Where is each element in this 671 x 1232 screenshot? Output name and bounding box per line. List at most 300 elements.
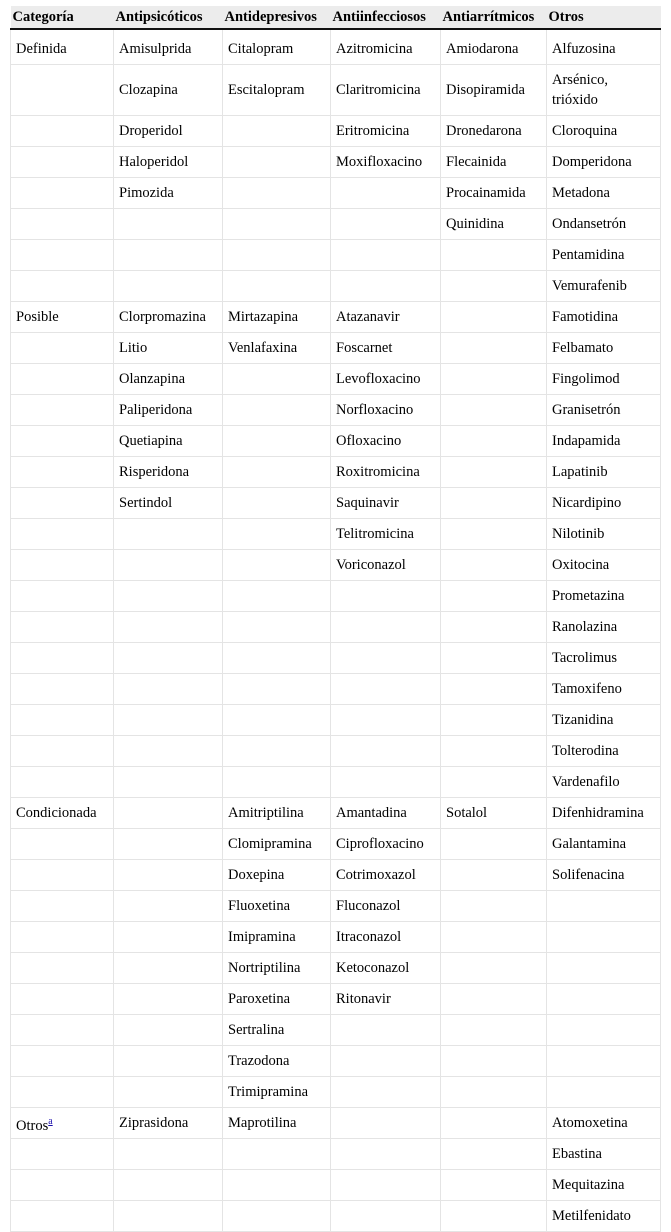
cell-otros xyxy=(547,1139,661,1170)
cell-antiinfecciosos xyxy=(331,891,441,922)
cell-text: Disopiramida xyxy=(446,82,525,98)
cell-categoria xyxy=(11,488,114,519)
cell-antipsicoticos xyxy=(114,302,223,333)
cell-antiarritmicos xyxy=(441,860,547,891)
cell-text: Fluoxetina xyxy=(228,898,291,914)
cell-antipsicoticos xyxy=(114,364,223,395)
cell-otros xyxy=(547,116,661,147)
cell-antiarritmicos xyxy=(441,209,547,240)
cell-otros xyxy=(547,395,661,426)
cell-antiinfecciosos xyxy=(331,953,441,984)
table-row xyxy=(11,1139,661,1170)
cell-otros xyxy=(547,643,661,674)
cell-antipsicoticos xyxy=(114,767,223,798)
cell-categoria xyxy=(11,395,114,426)
cell-antipsicoticos xyxy=(114,65,223,116)
cell-otros xyxy=(547,953,661,984)
cell-antidepresivos xyxy=(223,178,331,209)
cell-antidepresivos xyxy=(223,1201,331,1232)
drug-classification-table xyxy=(10,6,661,1232)
table-row xyxy=(11,519,661,550)
cell-antiinfecciosos xyxy=(331,798,441,829)
header-row xyxy=(11,6,661,29)
cell-text: Voriconazol xyxy=(336,557,406,573)
cell-antiinfecciosos xyxy=(331,550,441,581)
cell-text: Lapatinib xyxy=(552,464,608,480)
cell-text: Venlafaxina xyxy=(228,340,298,356)
cell-categoria xyxy=(11,891,114,922)
cell-categoria xyxy=(11,65,114,116)
cell-antidepresivos xyxy=(223,1077,331,1108)
cell-antiarritmicos xyxy=(441,364,547,395)
cell-antiarritmicos xyxy=(441,581,547,612)
table-row xyxy=(11,395,661,426)
cell-antiarritmicos xyxy=(441,1170,547,1201)
cell-antiinfecciosos xyxy=(331,1015,441,1046)
cell-antiarritmicos xyxy=(441,984,547,1015)
cell-antiinfecciosos xyxy=(331,1108,441,1139)
cell-text: Mirtazapina xyxy=(228,309,299,325)
cell-text: Eritromicina xyxy=(336,123,410,139)
cell-text: Maprotilina xyxy=(228,1115,297,1131)
cell-text: Ketoconazol xyxy=(336,960,410,976)
cell-antiarritmicos xyxy=(441,65,547,116)
cell-text: Sotalol xyxy=(446,805,488,821)
cell-text: Ranolazina xyxy=(552,619,618,635)
table-row xyxy=(11,209,661,240)
cell-antipsicoticos xyxy=(114,922,223,953)
cell-text: Ritonavir xyxy=(336,991,391,1007)
cell-text: Sertralina xyxy=(228,1022,285,1038)
cell-text: Ofloxacino xyxy=(336,433,402,449)
cell-categoria xyxy=(11,1046,114,1077)
cell-categoria xyxy=(11,798,114,829)
cell-text: Pentamidina xyxy=(552,247,625,263)
cell-text: Tacrolimus xyxy=(552,650,618,666)
cell-antidepresivos xyxy=(223,860,331,891)
cell-otros xyxy=(547,798,661,829)
cell-antiarritmicos xyxy=(441,178,547,209)
cell-otros xyxy=(547,426,661,457)
cell-otros xyxy=(547,488,661,519)
cell-antidepresivos xyxy=(223,550,331,581)
cell-antiarritmicos xyxy=(441,426,547,457)
cell-otros xyxy=(547,147,661,178)
cell-text: Nortriptilina xyxy=(228,960,301,976)
cell-antiarritmicos xyxy=(441,767,547,798)
cell-antiarritmicos xyxy=(441,922,547,953)
cell-otros xyxy=(547,29,661,65)
cell-text: Trimipramina xyxy=(228,1084,309,1100)
cell-antiinfecciosos xyxy=(331,705,441,736)
cell-categoria xyxy=(11,426,114,457)
cell-antidepresivos xyxy=(223,891,331,922)
cell-antiinfecciosos xyxy=(331,364,441,395)
cell-text: Ebastina xyxy=(552,1146,602,1162)
cell-antiinfecciosos xyxy=(331,426,441,457)
header-categoria: Categoría xyxy=(11,6,114,29)
cell-text: Arsénico, trióxido xyxy=(552,72,608,108)
cell-antiarritmicos xyxy=(441,29,547,65)
cell-otros xyxy=(547,333,661,364)
cell-antiinfecciosos xyxy=(331,581,441,612)
cell-antidepresivos xyxy=(223,209,331,240)
cell-otros xyxy=(547,674,661,705)
cell-text: Vemurafenib xyxy=(552,278,627,294)
cell-categoria xyxy=(11,29,114,65)
table-row xyxy=(11,984,661,1015)
cell-text: Claritromicina xyxy=(336,82,421,98)
cell-antiarritmicos xyxy=(441,1046,547,1077)
header-antiarritmicos: Antiarrítmicos xyxy=(441,6,547,29)
cell-antidepresivos xyxy=(223,829,331,860)
cell-categoria xyxy=(11,364,114,395)
cell-antiinfecciosos xyxy=(331,860,441,891)
cell-antidepresivos xyxy=(223,116,331,147)
cell-antipsicoticos xyxy=(114,984,223,1015)
cell-categoria xyxy=(11,643,114,674)
cell-antiinfecciosos xyxy=(331,984,441,1015)
cell-text: Paliperidona xyxy=(119,402,193,418)
cell-categoria xyxy=(11,922,114,953)
cell-otros xyxy=(547,209,661,240)
cell-text: Levofloxacino xyxy=(336,371,421,387)
cell-text: Indapamida xyxy=(552,433,621,449)
cell-antiarritmicos xyxy=(441,612,547,643)
cell-text: Trazodona xyxy=(228,1053,290,1069)
table-row xyxy=(11,643,661,674)
cell-antipsicoticos xyxy=(114,209,223,240)
cell-antiinfecciosos xyxy=(331,116,441,147)
cell-categoria xyxy=(11,302,114,333)
cell-text: Cotrimoxazol xyxy=(336,867,416,883)
cell-text: Tizanidina xyxy=(552,712,614,728)
table-row xyxy=(11,705,661,736)
cell-antiinfecciosos xyxy=(331,1139,441,1170)
cell-antidepresivos xyxy=(223,1139,331,1170)
table-row xyxy=(11,891,661,922)
cell-otros xyxy=(547,240,661,271)
cell-categoria xyxy=(11,736,114,767)
cell-antidepresivos xyxy=(223,798,331,829)
cell-antipsicoticos xyxy=(114,829,223,860)
cell-antiarritmicos xyxy=(441,829,547,860)
cell-antiinfecciosos xyxy=(331,767,441,798)
cell-otros xyxy=(547,1170,661,1201)
cell-antiinfecciosos xyxy=(331,1201,441,1232)
cell-categoria xyxy=(11,984,114,1015)
header-antidepresivos: Antidepresivos xyxy=(223,6,331,29)
cell-categoria xyxy=(11,1170,114,1201)
cell-antidepresivos xyxy=(223,612,331,643)
cell-antipsicoticos xyxy=(114,674,223,705)
cell-antiarritmicos xyxy=(441,333,547,364)
cell-antipsicoticos xyxy=(114,395,223,426)
table-row xyxy=(11,364,661,395)
table-row xyxy=(11,1201,661,1232)
cell-antiinfecciosos xyxy=(331,1046,441,1077)
cell-text: Condicionada xyxy=(16,805,97,821)
cell-text: Felbamato xyxy=(552,340,614,356)
cell-antidepresivos xyxy=(223,457,331,488)
cell-antiinfecciosos xyxy=(331,271,441,302)
cell-antiarritmicos xyxy=(441,798,547,829)
cell-otros xyxy=(547,1077,661,1108)
cell-text: Mequitazina xyxy=(552,1177,625,1193)
cell-antiarritmicos xyxy=(441,674,547,705)
cell-categoria xyxy=(11,457,114,488)
cell-antidepresivos xyxy=(223,240,331,271)
cell-text: Clomipramina xyxy=(228,836,312,852)
cell-otros xyxy=(547,1046,661,1077)
cell-text: Definida xyxy=(16,41,67,57)
table-row xyxy=(11,1015,661,1046)
cell-otros xyxy=(547,519,661,550)
table-row xyxy=(11,29,661,65)
table-row xyxy=(11,178,661,209)
table-row xyxy=(11,829,661,860)
cell-antidepresivos xyxy=(223,426,331,457)
cell-antidepresivos xyxy=(223,581,331,612)
table-row xyxy=(11,860,661,891)
cell-text: Droperidol xyxy=(119,123,183,139)
cell-antipsicoticos xyxy=(114,953,223,984)
cell-categoria xyxy=(11,1201,114,1232)
cell-categoria xyxy=(11,829,114,860)
cell-categoria xyxy=(11,1139,114,1170)
cell-text: Amantadina xyxy=(336,805,407,821)
cell-antidepresivos xyxy=(223,147,331,178)
cell-antipsicoticos xyxy=(114,643,223,674)
cell-text: Ondansetrón xyxy=(552,216,627,232)
cell-otros xyxy=(547,1015,661,1046)
cell-antiarritmicos xyxy=(441,1015,547,1046)
cell-antiarritmicos xyxy=(441,395,547,426)
cell-text: Telitromicina xyxy=(336,526,414,542)
table-row xyxy=(11,302,661,333)
cell-antipsicoticos xyxy=(114,519,223,550)
cell-text: Nilotinib xyxy=(552,526,605,542)
cell-text: Alfuzosina xyxy=(552,41,616,57)
cell-antipsicoticos xyxy=(114,29,223,65)
cell-categoria xyxy=(11,178,114,209)
cell-text: Otros xyxy=(16,1117,49,1134)
cell-antipsicoticos xyxy=(114,147,223,178)
cell-text: Solifenacina xyxy=(552,867,625,883)
cell-text: Tamoxifeno xyxy=(552,681,622,697)
cell-antiarritmicos xyxy=(441,271,547,302)
cell-text: Famotidina xyxy=(552,309,619,325)
cell-antipsicoticos xyxy=(114,705,223,736)
cell-categoria xyxy=(11,1108,114,1139)
cell-antidepresivos xyxy=(223,302,331,333)
cell-categoria xyxy=(11,550,114,581)
cell-text: Itraconazol xyxy=(336,929,402,945)
header-otros: Otros xyxy=(547,6,661,29)
cell-antiinfecciosos xyxy=(331,612,441,643)
cell-otros xyxy=(547,581,661,612)
cell-antipsicoticos xyxy=(114,612,223,643)
cell-antiinfecciosos xyxy=(331,178,441,209)
cell-text: Metadona xyxy=(552,185,610,201)
header-antipsicoticos: Antipsicóticos xyxy=(114,6,223,29)
cell-categoria xyxy=(11,147,114,178)
cell-antipsicoticos xyxy=(114,581,223,612)
table-row xyxy=(11,271,661,302)
cell-antiarritmicos xyxy=(441,1139,547,1170)
cell-categoria xyxy=(11,860,114,891)
cell-antiarritmicos xyxy=(441,643,547,674)
cell-antipsicoticos xyxy=(114,1139,223,1170)
cell-otros xyxy=(547,302,661,333)
cell-text: Ciprofloxacino xyxy=(336,836,424,852)
cell-antipsicoticos xyxy=(114,488,223,519)
cell-antiarritmicos xyxy=(441,1077,547,1108)
cell-text: Galantamina xyxy=(552,836,627,852)
table-row xyxy=(11,1077,661,1108)
cell-categoria xyxy=(11,519,114,550)
cell-antidepresivos xyxy=(223,767,331,798)
cell-text: Fluconazol xyxy=(336,898,401,914)
cell-text: Pimozida xyxy=(119,185,174,201)
cell-antidepresivos xyxy=(223,1015,331,1046)
cell-categoria xyxy=(11,271,114,302)
cell-antiarritmicos xyxy=(441,705,547,736)
cell-categoria xyxy=(11,1077,114,1108)
cell-text: Cloroquina xyxy=(552,123,618,139)
table-row xyxy=(11,581,661,612)
table-row xyxy=(11,1108,661,1139)
cell-antidepresivos xyxy=(223,922,331,953)
cell-text: Domperidona xyxy=(552,154,632,170)
table-row xyxy=(11,798,661,829)
footnote-link[interactable]: a xyxy=(48,1116,53,1128)
cell-antiarritmicos xyxy=(441,736,547,767)
cell-antipsicoticos xyxy=(114,457,223,488)
cell-text: Difenhidramina xyxy=(552,805,644,821)
cell-antiinfecciosos xyxy=(331,65,441,116)
cell-text: Foscarnet xyxy=(336,340,393,356)
cell-otros xyxy=(547,767,661,798)
cell-antiarritmicos xyxy=(441,891,547,922)
cell-text: Amitriptilina xyxy=(228,805,304,821)
cell-antidepresivos xyxy=(223,364,331,395)
cell-antiarritmicos xyxy=(441,302,547,333)
cell-categoria xyxy=(11,674,114,705)
cell-antiarritmicos xyxy=(441,240,547,271)
cell-antipsicoticos xyxy=(114,1170,223,1201)
cell-text: Azitromicina xyxy=(336,41,413,57)
table-row xyxy=(11,240,661,271)
table-row xyxy=(11,1170,661,1201)
cell-antipsicoticos xyxy=(114,1015,223,1046)
table-row xyxy=(11,333,661,364)
cell-antiarritmicos xyxy=(441,147,547,178)
table-row xyxy=(11,674,661,705)
cell-antidepresivos xyxy=(223,953,331,984)
cell-text: Metilfenidato xyxy=(552,1208,631,1224)
cell-antiinfecciosos xyxy=(331,29,441,65)
cell-antidepresivos xyxy=(223,1108,331,1139)
cell-antidepresivos xyxy=(223,519,331,550)
cell-antiarritmicos xyxy=(441,116,547,147)
cell-antipsicoticos xyxy=(114,116,223,147)
cell-text: Doxepina xyxy=(228,867,285,883)
cell-otros xyxy=(547,1108,661,1139)
cell-antiinfecciosos xyxy=(331,209,441,240)
cell-text: Quinidina xyxy=(446,216,504,232)
table-row xyxy=(11,922,661,953)
cell-antiinfecciosos xyxy=(331,147,441,178)
cell-antipsicoticos xyxy=(114,1108,223,1139)
cell-otros xyxy=(547,550,661,581)
cell-categoria xyxy=(11,116,114,147)
cell-antiinfecciosos xyxy=(331,1077,441,1108)
cell-text: Oxitocina xyxy=(552,557,610,573)
table-row xyxy=(11,147,661,178)
cell-antidepresivos xyxy=(223,1170,331,1201)
table-body xyxy=(11,29,661,1232)
cell-antiinfecciosos xyxy=(331,674,441,705)
cell-otros xyxy=(547,829,661,860)
cell-antiinfecciosos xyxy=(331,519,441,550)
cell-antiarritmicos xyxy=(441,457,547,488)
cell-text: Posible xyxy=(16,309,59,325)
table-row xyxy=(11,953,661,984)
table-row xyxy=(11,488,661,519)
table-row xyxy=(11,116,661,147)
cell-text: Vardenafilo xyxy=(552,774,620,790)
cell-otros xyxy=(547,271,661,302)
cell-text: Haloperidol xyxy=(119,154,189,170)
cell-antipsicoticos xyxy=(114,860,223,891)
cell-antiarritmicos xyxy=(441,953,547,984)
cell-text: Clozapina xyxy=(119,82,178,98)
cell-antiinfecciosos xyxy=(331,922,441,953)
cell-otros xyxy=(547,860,661,891)
cell-antiarritmicos xyxy=(441,519,547,550)
cell-text: Roxitromicina xyxy=(336,464,420,480)
cell-otros xyxy=(547,612,661,643)
cell-text: Amisulprida xyxy=(119,41,192,57)
cell-antidepresivos xyxy=(223,984,331,1015)
cell-antiarritmicos xyxy=(441,1108,547,1139)
cell-categoria xyxy=(11,333,114,364)
cell-categoria xyxy=(11,1015,114,1046)
table-row xyxy=(11,426,661,457)
header-antiinfecciosos: Antiinfecciosos xyxy=(331,6,441,29)
cell-otros xyxy=(547,891,661,922)
cell-otros xyxy=(547,984,661,1015)
cell-categoria xyxy=(11,209,114,240)
cell-otros xyxy=(547,736,661,767)
cell-antipsicoticos xyxy=(114,550,223,581)
cell-categoria xyxy=(11,581,114,612)
cell-otros xyxy=(547,364,661,395)
cell-antidepresivos xyxy=(223,333,331,364)
cell-antiinfecciosos xyxy=(331,240,441,271)
cell-text: Risperidona xyxy=(119,464,190,480)
cell-text: Sertindol xyxy=(119,495,173,511)
cell-antiinfecciosos xyxy=(331,829,441,860)
cell-text: Atomoxetina xyxy=(552,1115,628,1131)
cell-text: Norfloxacino xyxy=(336,402,414,418)
cell-antipsicoticos xyxy=(114,333,223,364)
cell-text: Paroxetina xyxy=(228,991,291,1007)
cell-antidepresivos xyxy=(223,1046,331,1077)
cell-text: Granisetrón xyxy=(552,402,621,418)
cell-antidepresivos xyxy=(223,705,331,736)
